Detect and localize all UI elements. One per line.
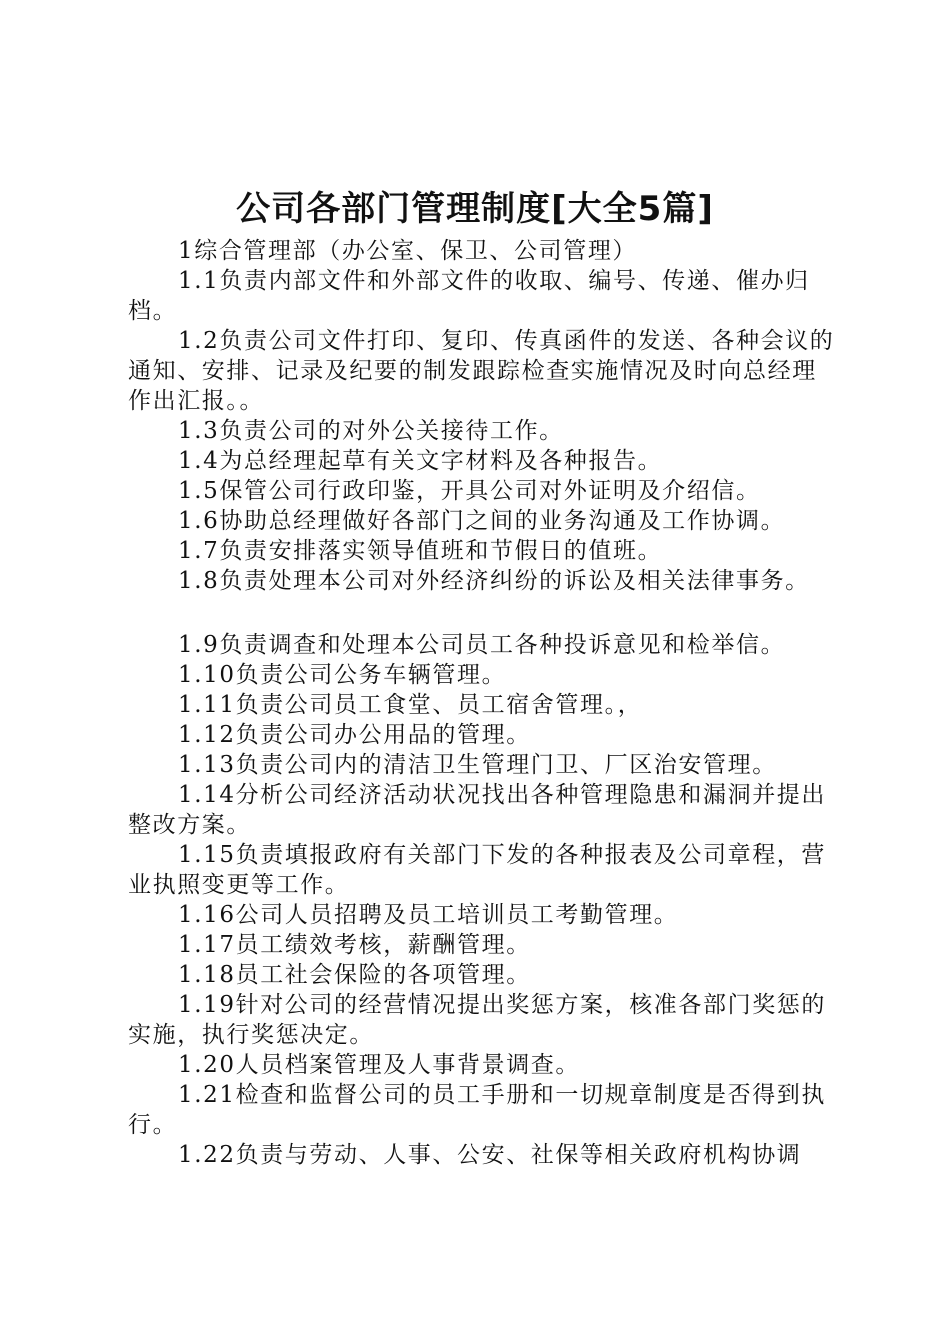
paragraph-1-9: 1.9负责调查和处理本公司员工各种投诉意见和检举信。 — [178, 632, 786, 658]
paragraph-1-1: 1.1负责内部文件和外部文件的收取、编号、传递、催办归档。 — [128, 268, 810, 324]
paragraph-1-12: 1.12负责公司办公用品的管理。 — [178, 722, 531, 748]
paragraph-1-13: 1.13负责公司内的清洁卫生管理门卫、厂区治安管理。 — [178, 752, 777, 778]
paragraph-1-19: 1.19针对公司的经营情况提出奖惩方案，核准各部门奖惩的实施，执行奖惩决定。 — [128, 992, 827, 1048]
paragraph-1-6: 1.6协助总经理做好各部门之间的业务沟通及工作协调。 — [178, 508, 786, 534]
paragraph-1-14: 1.14分析公司经济活动状况找出各种管理隐患和漏洞并提出整改方案。 — [128, 782, 827, 838]
document-title: 公司各部门管理制度[大全5篇] — [236, 189, 714, 229]
paragraph-1-18: 1.18员工社会保险的各项管理。 — [178, 962, 531, 988]
paragraph-1-22: 1.22负责与劳动、人事、公安、社保等相关政府机构协调 — [178, 1142, 802, 1168]
paragraph-1-3: 1.3负责公司的对外公关接待工作。 — [178, 418, 564, 444]
paragraph-1-5: 1.5保管公司行政印鉴，开具公司对外证明及介绍信。 — [178, 478, 761, 504]
paragraph-1-21: 1.21检查和监督公司的员工手册和一切规章制度是否得到执行。 — [128, 1082, 827, 1138]
paragraph-1-10: 1.10负责公司公务车辆管理。 — [178, 662, 507, 688]
paragraph-1-20: 1.20人员档案管理及人事背景调查。 — [178, 1052, 581, 1078]
paragraph-1-15: 1.15负责填报政府有关部门下发的各种报表及公司章程，营业执照变更等工作。 — [128, 842, 827, 898]
paragraph-1-7: 1.7负责安排落实领导值班和节假日的值班。 — [178, 538, 663, 564]
paragraph-1: 1综合管理部（办公室、保卫、公司管理） — [178, 238, 638, 264]
paragraph-1-4: 1.4为总经理起草有关文字材料及各种报告。 — [178, 448, 663, 474]
paragraph-1-17: 1.17员工绩效考核，薪酬管理。 — [178, 932, 531, 958]
paragraph-1-8: 1.8负责处理本公司对外经济纠纷的诉讼及相关法律事务。 — [178, 568, 810, 594]
document-body — [128, 236, 836, 1170]
paragraph-1-11: 1.11负责公司员工食堂、员工宿舍管理。， — [178, 692, 643, 718]
paragraph-1-2: 1.2负责公司文件打印、复印、传真函件的发送、各种会议的通知、安排、记录及纪要的制发跟踪检查实施情况及时向总经理作出汇报。。 — [128, 328, 835, 414]
paragraph-1-16: 1.16公司人员招聘及员工培训员工考勤管理。 — [178, 902, 679, 928]
